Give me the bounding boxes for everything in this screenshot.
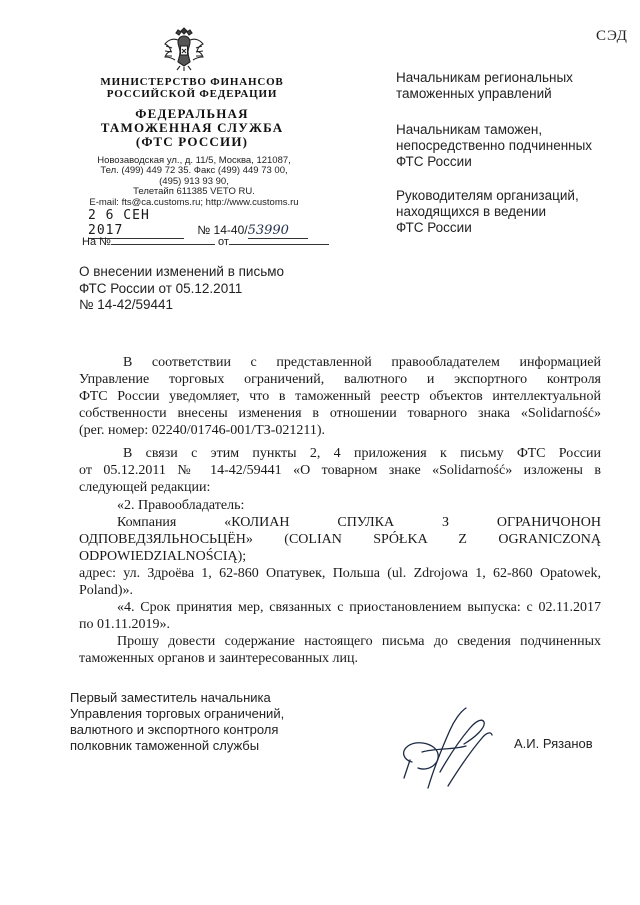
document-code: СЭД xyxy=(596,28,628,44)
addressee-organizations: Руководителям организаций, находящихся в ведении ФТС России xyxy=(396,188,579,235)
quote-rightholder-company: Компания «КОЛИАН СПУЛКА З ОГРАНИЧОНОН ОДПОВЕДЗЯЛЬНОСЬЦЁН» (COLIAN SPÓŁKA Z OGRANICZONĄ ODPOWIEDZIALNOŚCIĄ); xyxy=(79,515,601,564)
service-name: ФЕДЕРАЛЬНАЯ ТАМОЖЕННАЯ СЛУЖБА (ФТС РОССИИ) xyxy=(100,106,284,149)
registration-line xyxy=(88,208,308,239)
registration-date: 2 6 СЕН 2017 xyxy=(88,208,184,239)
reference-line xyxy=(82,236,329,248)
registration-number-prefix: № 14-40/ xyxy=(197,223,248,237)
letterhead-contacts: Новозаводская ул., д. 11/5, Москва, 121087, Тел. (499) 449 72 35. Факс (499) 449 73 00, (495) 913 93 90, Телетайп 611385 VETO RU. E-mail: fts@ca.customs.ru; http://www.customs.ru xyxy=(89,155,299,208)
reference-date-blank xyxy=(229,244,329,245)
coat-of-arms-emblem xyxy=(162,24,206,72)
addressee-customs: Начальникам таможен, непосредственно подчиненных ФТС России xyxy=(396,122,593,169)
paragraph-amendments: В связи с этим пункты 2, 4 приложения к письму ФТС России от 05.12.2011 № 14-42/59441 «О товарном знаке «Solidarność» изложены в следующей редакции: xyxy=(79,446,601,495)
reference-date-label: от xyxy=(217,236,229,248)
reference-number-blank xyxy=(111,244,215,245)
ministry-name: МИНИСТЕРСТВО ФИНАНСОВ РОССИЙСКОЙ ФЕДЕРАЦИИ xyxy=(100,76,284,100)
paragraph-request: Прошу довести содержание настоящего письма до сведения подчиненных таможенных органов и заинтересованных лиц. xyxy=(79,634,601,666)
reference-number-label: На № xyxy=(82,236,111,248)
addressee-regional: Начальникам региональных таможенных управлений xyxy=(396,70,573,101)
paragraph-notification: В соответствии с представленной правообладателем информацией Управление торговых ограничений, валютного и экспортного контроля ФТС России уведомляет, что в таможенный реестр объектов интеллектуальной собственности внесены изменения в отношении товарного знака «Solidarność» (рег. номер: 02240/01746-001/ТЗ-021211). xyxy=(79,355,601,438)
letter-subject: О внесении изменений в письмо ФТС России от 05.12.2011 № 14-42/59441 xyxy=(79,264,285,312)
quote-rightholder-heading: «2. Правообладатель: xyxy=(117,498,245,513)
signer-name: А.И. Рязанов xyxy=(514,736,593,751)
handwritten-signature xyxy=(392,702,502,802)
quote-rightholder-address: адрес: ул. Здроёва 1, 62-860 Опатувек, Польша (ul. Zdrojowa 1, 62-860 Opatowek, Poland)». xyxy=(79,566,601,598)
signatory-position: Первый заместитель начальника Управления торговых ограничений, валютного и экспортного контроля полковник таможенной службы xyxy=(70,690,285,753)
quote-term: «4. Срок принятия мер, связанных с приостановлением выпуска: с 02.11.2017 по 01.11.2019». xyxy=(79,600,601,632)
registration-number-handwritten: 53990 xyxy=(248,223,308,239)
